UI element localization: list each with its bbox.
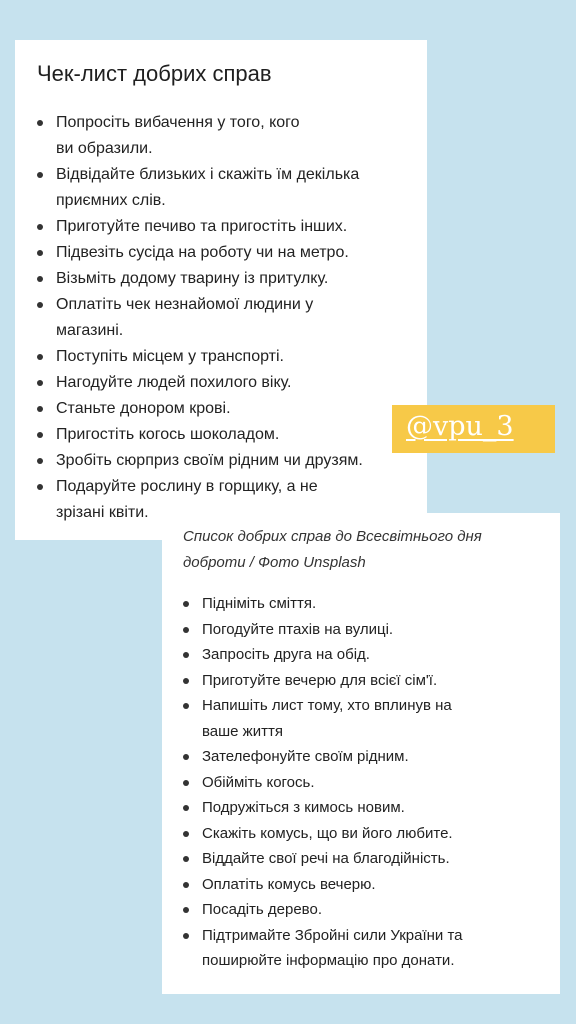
list-item-text: поширюйте інформацію про донати. xyxy=(202,952,455,969)
list-item-text: Посадіть дерево. xyxy=(202,901,322,918)
list-item-text: Станьте донором крові. xyxy=(56,400,231,417)
list-item xyxy=(37,448,409,474)
list-item xyxy=(183,770,546,796)
list-item xyxy=(183,591,546,617)
list-item xyxy=(183,872,546,898)
list-item-text: зрізані квіти. xyxy=(56,504,149,521)
list-item-text: Оплатіть комусь вечерю. xyxy=(202,875,376,893)
list-item-text: Оплатіть чек незнайомої людини у xyxy=(56,296,314,313)
list-item-text: Обійміть когось. xyxy=(202,773,315,791)
list-item xyxy=(37,396,409,422)
instagram-handle-badge: @vpu_3 xyxy=(392,405,555,453)
caption-line: Список добрих справ до Всесвітнього дня xyxy=(183,528,482,545)
list-item-text: Скажіть комусь, що ви його любите. xyxy=(202,824,453,842)
list-item-text: Подружіться з кимось новим. xyxy=(202,799,405,816)
list-item-text: Запросіть друга на обід. xyxy=(202,646,370,663)
list-item-text: Приготуйте печиво та пригостіть інших. xyxy=(56,218,348,235)
list-item xyxy=(183,897,546,923)
list-item-text: Попросіть вибачення у того, кого xyxy=(56,114,300,131)
list-item-text: приємних слів. xyxy=(56,192,166,209)
list-item xyxy=(183,821,546,847)
list-item xyxy=(37,344,409,370)
list-item-text: Зателефонуйте своїм рідним. xyxy=(202,748,409,765)
list-item xyxy=(183,642,546,668)
list-item-text: Зробіть сюрприз своїм рідним чи друзям. xyxy=(56,452,363,469)
list-item-text: магазині. xyxy=(56,322,124,339)
checklist-card xyxy=(15,40,427,540)
list-item-text: Погодуйте птахів на вулиці. xyxy=(202,620,394,638)
list-item-text: Візьміть додому тварину із притулку. xyxy=(56,270,329,287)
list-item xyxy=(183,693,546,744)
list-item-text: ваше життя xyxy=(202,722,283,740)
list-item xyxy=(183,923,546,974)
list-item-text: Пригостіть когось шоколадом. xyxy=(56,426,280,443)
list-item-text: Підніміть сміття. xyxy=(202,595,317,612)
list-item xyxy=(183,795,546,821)
good-deeds-card xyxy=(162,513,560,994)
list-item xyxy=(37,422,409,448)
list-item-text: Нагодуйте людей похилого віку. xyxy=(56,374,292,391)
list-item-text: Напишіть лист тому, хто вплинув на xyxy=(202,697,452,714)
checklist-title: Чек-лист добрих справ xyxy=(37,61,272,86)
list-item xyxy=(183,846,546,872)
good-deeds-list xyxy=(37,110,409,526)
list-item xyxy=(37,266,409,292)
list-item xyxy=(37,214,409,240)
good-deeds-list-2 xyxy=(183,591,546,974)
list-item xyxy=(183,617,546,643)
list-item xyxy=(37,110,409,162)
photo-caption xyxy=(183,524,546,576)
list-item xyxy=(37,162,409,214)
list-item xyxy=(37,292,409,344)
list-item xyxy=(183,744,546,770)
list-item-text: Підвезіть сусіда на роботу чи на метро. xyxy=(56,244,349,261)
caption-line: доброти / Фото Unsplash xyxy=(183,554,366,571)
list-item-text: Поступіть місцем у транспорті. xyxy=(56,348,284,365)
list-item xyxy=(37,240,409,266)
list-item xyxy=(37,370,409,396)
list-item-text: Підтримайте Збройні сили України та xyxy=(202,926,463,944)
list-item-text: ви образили. xyxy=(56,140,153,157)
list-item-text: Приготуйте вечерю для всієї сім'ї. xyxy=(202,671,438,689)
list-item xyxy=(183,668,546,694)
list-item-text: Відвідайте близьких і скажіть їм декілька xyxy=(56,166,360,183)
list-item-text: Віддайте свої речі на благодійність. xyxy=(202,850,450,867)
list-item-text: Подаруйте рослину в горщику, а не xyxy=(56,478,318,495)
